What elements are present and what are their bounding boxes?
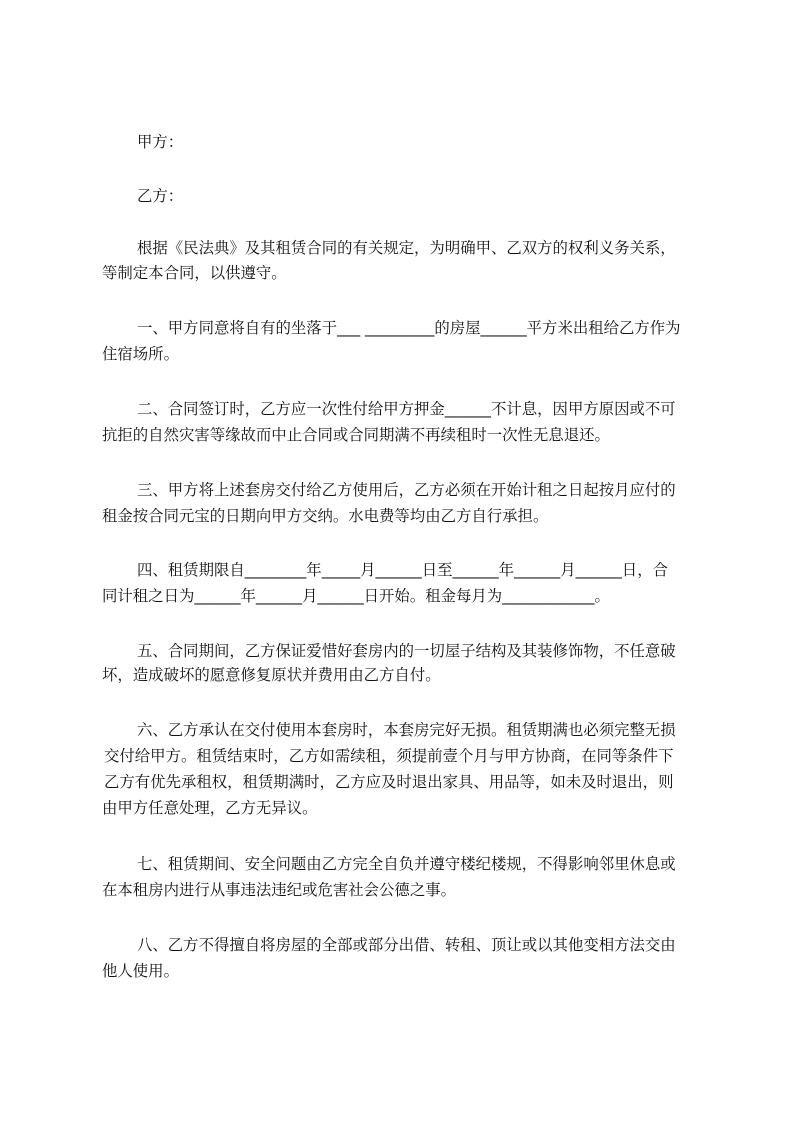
clause-5-line-2: 坏，造成破坏的愿意修复原状并费用由乙方自付。	[102, 666, 441, 684]
clause-7-line-2: 在本租房内进行从事违法违纪或危害社会公德之事。	[102, 881, 456, 899]
clause-8-line-1: 八、乙方不得擅自将房屋的全部或部分出借、转租、顶让或以其他变相方法交由	[137, 936, 676, 954]
intro-line-1: 根据《民法典》及其租赁合同的有关规定，为明确甲、乙双方的权利义务关系，	[137, 239, 676, 257]
party-b-label: 乙方：	[137, 187, 184, 205]
clause-6-line-1: 六、乙方承认在交付使用本套房时，本套房完好无损。租赁期满也必须完整无损	[137, 721, 676, 739]
clause-4-line-1: 四、租赁期限自________年_____月______日至______年______月______日，合	[137, 561, 668, 579]
clause-6-line-4: 由甲方任意处理，乙方无异议。	[102, 799, 318, 817]
clause-2-line-1: 二、合同签订时，乙方应一次性付给甲方押金______不计息，因甲方原因或不可	[137, 400, 676, 418]
intro-line-2: 等制定本合同，以供遵守。	[102, 264, 287, 282]
clause-5-line-1: 五、合同期间，乙方保证爱惜好套房内的一切屋子结构及其装修饰物，不任意破	[137, 642, 676, 660]
clause-6-line-3: 乙方有优先承租权，租赁期满时，乙方应及时退出家具、用品等，如未及时退出，则	[104, 773, 674, 791]
clause-3-line-1: 三、甲方将上述套房交付给乙方使用后，乙方必须在开始计租之日起按月应付的	[137, 481, 676, 499]
clause-6-line-2: 交付给甲方。租赁结束时，乙方如需续租，须提前壹个月与甲方协商，在同等条件下	[104, 747, 674, 765]
clause-2-line-2: 抗拒的自然灾害等缘故而中止合同或合同期满不再续租时一次性无息退还。	[102, 426, 610, 444]
clause-7-line-1: 七、租赁期间、安全问题由乙方完全自负并遵守楼纪楼规，不得影响邻里休息或	[137, 855, 676, 873]
clause-1-line-1: 一、甲方同意将自有的坐落于___ _________的房屋______平方米出租给乙方作为	[137, 319, 681, 337]
clause-4-line-2: 同计租之日为______年______月______日开始。租金每月为____________。	[102, 587, 610, 605]
clause-3-line-2: 租金按合同元宝的日期向甲方交纳。水电费等均由乙方自行承担。	[102, 507, 549, 525]
clause-1-line-2: 住宿场所。	[102, 345, 179, 363]
clause-8-line-2: 他人使用。	[102, 962, 179, 980]
party-a-label: 甲方：	[137, 133, 184, 151]
